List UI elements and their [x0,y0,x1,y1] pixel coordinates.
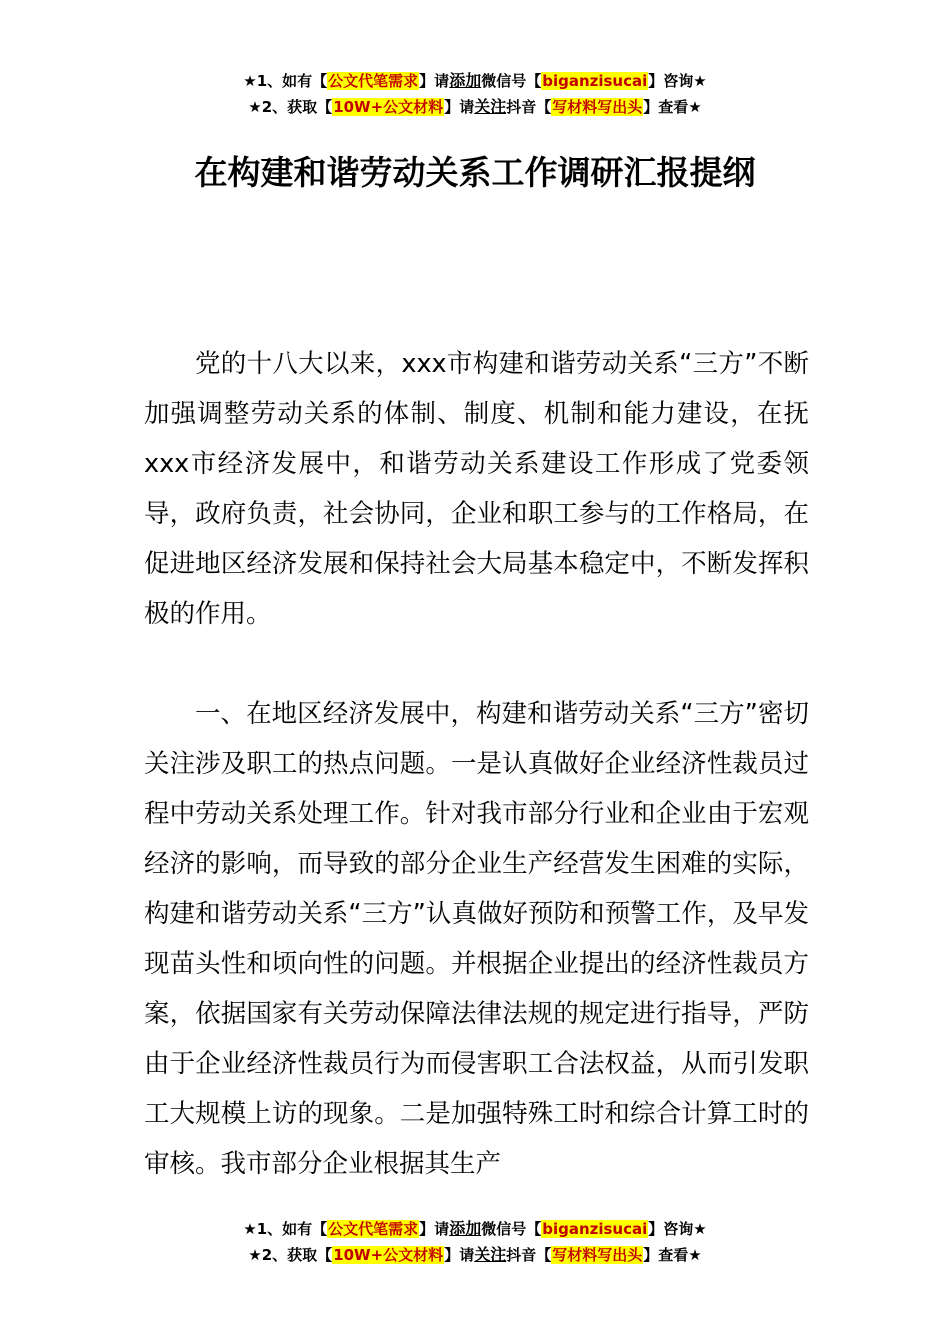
banner-text: 】查看★ [643,98,702,116]
header-banner [0,68,950,120]
banner-text: 】请 [419,1220,450,1238]
paragraph: 一、在地区经济发展中，构建和谐劳动关系“三方”密切关注涉及职工的热点问题。一是认真做好企业经济性裁员过程中劳动关系处理工作。针对我市部分行业和企业由于宏观经济的影响，而导致的部分企业生产经营发生困难的实际，构建和谐劳动关系“三方”认真做好预防和预警工作，及早发现苗头性和顷向性的问题。并根据企业提出的经济性裁员方案，依据国家有关劳动保障法律法规的规定进行指导，严防由于企业经济性裁员行为而侵害职工合法权益，从而引发职工大规模上访的现象。二是加强特殊工时和综合计算工时的审核。我市部分企业根据其生产 [144,699,809,1179]
banner-text: 微信号【 [481,72,542,90]
banner-text: ★1、如有【 [243,72,328,90]
banner-text: 微信号【 [481,1220,542,1238]
document-title: 在构建和谐劳动关系工作调研汇报提纲 [194,153,756,192]
banner-underline: 关注 [474,1245,507,1264]
banner-text: 】咨询★ [648,72,707,90]
paragraph: 党的十八大以来，xxx市构建和谐劳动关系“三方”不断加强调整劳动关系的体制、制度、机制和能力建设，在抚xxx市经济发展中，和谐劳动关系建设工作形成了党委领导，政府负责，社会协同，企业和职工参与的工作格局，在促进地区经济发展和保持社会大局基本稳定中，不断发挥积极的作用。 [144,349,809,629]
banner-highlight: 10W+公文材料 [333,98,444,116]
banner-line-1 [0,68,950,94]
banner-highlight: 写材料写出头 [552,98,643,116]
banner-text: ★2、获取【 [248,1246,333,1264]
banner-underline: 添加 [449,1219,482,1238]
banner-line-2 [0,1242,950,1268]
banner-highlight: biganzisucai [542,72,648,90]
banner-text: 】请 [444,1246,475,1264]
document-body [144,339,809,1189]
banner-text: 抖音【 [506,98,552,116]
banner-line-1 [0,1216,950,1242]
banner-text: 】请 [419,72,450,90]
banner-text: 】查看★ [643,1246,702,1264]
banner-text: ★1、如有【 [243,1220,328,1238]
banner-highlight: 10W+公文材料 [333,1246,444,1264]
banner-underline: 添加 [449,71,482,90]
banner-line-2 [0,94,950,120]
banner-highlight: 公文代笔需求 [328,1220,419,1238]
banner-text: 】请 [444,98,475,116]
banner-highlight: 写材料写出头 [552,1246,643,1264]
footer-banner [0,1216,950,1268]
banner-text: ★2、获取【 [248,98,333,116]
banner-text: 】咨询★ [648,1220,707,1238]
banner-text: 抖音【 [506,1246,552,1264]
banner-highlight: biganzisucai [542,1220,648,1238]
banner-underline: 关注 [474,97,507,116]
banner-highlight: 公文代笔需求 [328,72,419,90]
